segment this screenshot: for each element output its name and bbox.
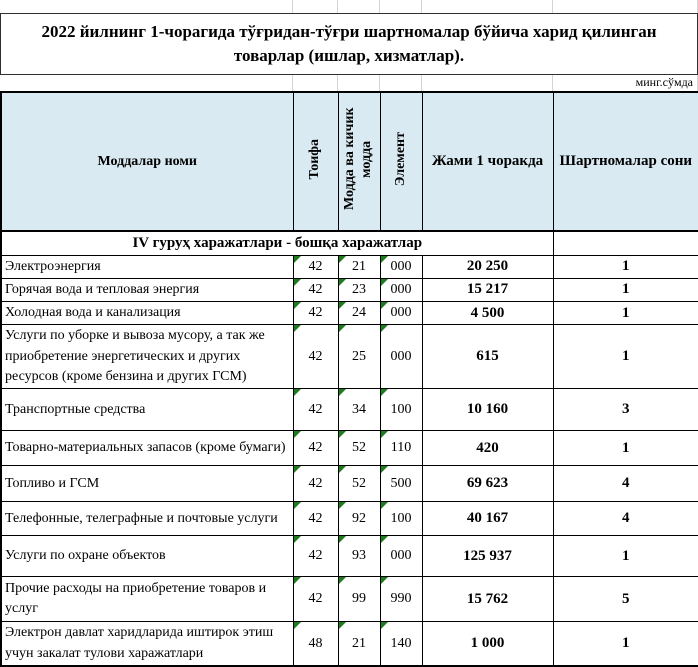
cell-element-code <box>380 278 422 301</box>
error-indicator-icon <box>381 279 388 286</box>
code-value: 110 <box>390 440 412 456</box>
cell-contracts: 4 <box>553 466 698 502</box>
cell-total: 40 167 <box>422 502 553 536</box>
cell-article-code <box>338 278 380 301</box>
cell-group-code <box>293 502 338 536</box>
cell-element-code <box>380 502 422 536</box>
table-row <box>1 278 698 301</box>
code-value: 92 <box>352 510 366 526</box>
cell-group-code <box>293 278 338 301</box>
cell-contracts: 3 <box>553 389 698 431</box>
error-indicator-icon <box>294 302 301 309</box>
error-indicator-icon <box>294 325 301 332</box>
cell-total: 15 217 <box>422 278 553 301</box>
code-value: 52 <box>352 440 366 456</box>
cell-item-name: Транспортные средства <box>1 389 293 431</box>
column-header-item-name: Моддалар номи <box>1 92 293 231</box>
vertical-header-label: Тоифа <box>307 138 323 180</box>
error-indicator-icon <box>339 279 346 286</box>
code-value: 42 <box>308 475 323 491</box>
table-row <box>1 255 698 278</box>
code-value: 99 <box>352 591 366 607</box>
table-row <box>1 302 698 325</box>
table-row <box>1 502 698 536</box>
error-indicator-icon <box>339 389 346 396</box>
vertical-header-label: Элемент <box>392 131 408 187</box>
cell-element-code <box>380 431 422 466</box>
cell-group-code <box>293 431 338 466</box>
cell-contracts: 1 <box>553 302 698 325</box>
cell-contracts: 1 <box>553 622 698 666</box>
gridline-cell <box>422 75 553 91</box>
code-value: 990 <box>390 591 412 607</box>
section-header-row <box>1 231 698 255</box>
code-value: 93 <box>352 548 366 564</box>
cell-item-name: Электрон давлат харидларида иштирок этиш учун закалат тулови харажатлари <box>1 622 293 666</box>
cell-article-code <box>338 502 380 536</box>
cell-article-code <box>338 536 380 577</box>
cell-group-code <box>293 302 338 325</box>
table-row <box>1 466 698 502</box>
error-indicator-icon <box>381 302 388 309</box>
vertical-header-label: Модда ва кичик модда <box>342 107 374 211</box>
error-indicator-icon <box>339 431 346 438</box>
cell-total: 4 500 <box>422 302 553 325</box>
error-indicator-icon <box>381 466 388 473</box>
gridline-cell <box>380 0 422 13</box>
code-value: 000 <box>390 305 412 321</box>
error-indicator-icon <box>339 466 346 473</box>
cell-item-name: Топливо и ГСМ <box>1 466 293 502</box>
cell-element-code <box>380 302 422 325</box>
gridline-cell <box>293 75 338 91</box>
error-indicator-icon <box>339 302 346 309</box>
cell-total: 615 <box>422 325 553 389</box>
gridline-cell <box>422 0 553 13</box>
cell-element-code <box>380 536 422 577</box>
cell-contracts: 1 <box>553 255 698 278</box>
code-value: 25 <box>352 348 366 364</box>
code-value: 42 <box>308 591 323 607</box>
cell-article-code <box>338 255 380 278</box>
column-header-article <box>338 92 380 231</box>
code-value: 42 <box>308 281 323 297</box>
error-indicator-icon <box>381 431 388 438</box>
cell-total: 420 <box>422 431 553 466</box>
cell-group-code <box>293 325 338 389</box>
code-value: 52 <box>352 475 366 491</box>
error-indicator-icon <box>381 536 388 543</box>
cell-element-code <box>380 325 422 389</box>
cell-total: 69 623 <box>422 466 553 502</box>
code-value: 000 <box>390 548 412 564</box>
cell-contracts: 1 <box>553 536 698 577</box>
section-header: IV гуруҳ харажатлари - бошқа харажатлар <box>1 231 553 255</box>
code-value: 21 <box>352 258 366 274</box>
gridline-cell <box>380 75 422 91</box>
code-value: 000 <box>390 348 412 364</box>
error-indicator-icon <box>294 536 301 543</box>
error-indicator-icon <box>294 466 301 473</box>
error-indicator-icon <box>294 389 301 396</box>
error-indicator-icon <box>294 577 301 584</box>
table-row <box>1 431 698 466</box>
error-indicator-icon <box>339 502 346 509</box>
code-value: 100 <box>390 510 412 526</box>
column-header-group <box>293 92 338 231</box>
cell-item-name: Холодная вода и канализация <box>1 302 293 325</box>
cell-element-code <box>380 577 422 622</box>
cell-item-name: Услуги по охране объектов <box>1 536 293 577</box>
cell-article-code <box>338 325 380 389</box>
table-row <box>1 577 698 622</box>
error-indicator-icon <box>339 622 346 629</box>
code-value: 42 <box>308 348 323 364</box>
code-value: 24 <box>352 305 366 321</box>
cell-total: 20 250 <box>422 255 553 278</box>
cell-item-name: Услуги по уборке и вывоза мусору, а так же приобретение энергетических и других ресурсов (кроме бензина и других ГСМ) <box>1 325 293 389</box>
cell-contracts: 1 <box>553 278 698 301</box>
gridline-cell <box>338 75 380 91</box>
units-note: минг.сўмда <box>553 75 698 91</box>
cell-element-code <box>380 255 422 278</box>
cell-contracts: 4 <box>553 502 698 536</box>
cell-article-code <box>338 389 380 431</box>
error-indicator-icon <box>381 325 388 332</box>
error-indicator-icon <box>381 622 388 629</box>
cell-article-code <box>338 431 380 466</box>
code-value: 100 <box>390 401 412 417</box>
code-value: 23 <box>352 281 366 297</box>
cell-article-code <box>338 466 380 502</box>
cell-group-code <box>293 255 338 278</box>
cell-item-name: Телефонные, телеграфные и почтовые услуги <box>1 502 293 536</box>
table-header-row <box>1 92 698 231</box>
table-row <box>1 389 698 431</box>
code-value: 500 <box>390 475 412 491</box>
code-value: 48 <box>308 635 323 651</box>
code-value: 42 <box>308 258 323 274</box>
code-value: 42 <box>308 548 323 564</box>
cell-item-name: Прочие расходы на приобретение товаров и услуг <box>1 577 293 622</box>
table-row <box>1 325 698 389</box>
gridline-cell <box>293 0 338 13</box>
cell-group-code <box>293 577 338 622</box>
error-indicator-icon <box>381 502 388 509</box>
error-indicator-icon <box>294 431 301 438</box>
cell-article-code <box>338 622 380 666</box>
code-value: 42 <box>308 510 323 526</box>
error-indicator-icon <box>381 389 388 396</box>
error-indicator-icon <box>294 279 301 286</box>
cell-group-code <box>293 622 338 666</box>
code-value: 000 <box>390 258 412 274</box>
error-indicator-icon <box>339 577 346 584</box>
procurement-table <box>0 91 698 667</box>
report-title: 2022 йилнинг 1-чорагида тўғридан-тўғри шартномалар бўйича харид қилинган товарлар (ишлар, хизматлар). <box>0 13 698 75</box>
code-value: 21 <box>352 635 366 651</box>
gridline-cell <box>0 75 293 91</box>
gridline-cell <box>553 0 698 13</box>
cell-item-name: Горячая вода и тепловая энергия <box>1 278 293 301</box>
table-row <box>1 622 698 666</box>
error-indicator-icon <box>294 622 301 629</box>
error-indicator-icon <box>381 256 388 263</box>
error-indicator-icon <box>339 325 346 332</box>
code-value: 42 <box>308 305 323 321</box>
cell-total: 15 762 <box>422 577 553 622</box>
cell-element-code <box>380 389 422 431</box>
cell-group-code <box>293 389 338 431</box>
cell-element-code <box>380 466 422 502</box>
cell-contracts: 1 <box>553 325 698 389</box>
code-value: 34 <box>352 401 366 417</box>
cell-contracts: 5 <box>553 577 698 622</box>
code-value: 140 <box>390 635 412 651</box>
cell-total: 125 937 <box>422 536 553 577</box>
gridline-cell <box>338 0 380 13</box>
cell-group-code <box>293 536 338 577</box>
gridline-strip <box>0 0 698 13</box>
section-header-empty-cell <box>553 231 698 255</box>
error-indicator-icon <box>339 536 346 543</box>
cell-total: 1 000 <box>422 622 553 666</box>
error-indicator-icon <box>339 256 346 263</box>
cell-article-code <box>338 302 380 325</box>
code-value: 000 <box>390 281 412 297</box>
cell-total: 10 160 <box>422 389 553 431</box>
column-header-element <box>380 92 422 231</box>
cell-item-name: Электроэнергия <box>1 255 293 278</box>
column-header-contract-count: Шартномалар сони <box>553 92 698 231</box>
table-row <box>1 536 698 577</box>
cell-element-code <box>380 622 422 666</box>
cell-group-code <box>293 466 338 502</box>
error-indicator-icon <box>294 256 301 263</box>
error-indicator-icon <box>381 577 388 584</box>
cell-contracts: 1 <box>553 431 698 466</box>
units-note-row <box>0 75 698 91</box>
error-indicator-icon <box>294 502 301 509</box>
gridline-cell <box>0 0 293 13</box>
cell-item-name: Товарно-материальных запасов (кроме бумаги) <box>1 431 293 466</box>
code-value: 42 <box>308 401 323 417</box>
code-value: 42 <box>308 440 323 456</box>
column-header-total-q1: Жами 1 чоракда <box>422 92 553 231</box>
cell-article-code <box>338 577 380 622</box>
